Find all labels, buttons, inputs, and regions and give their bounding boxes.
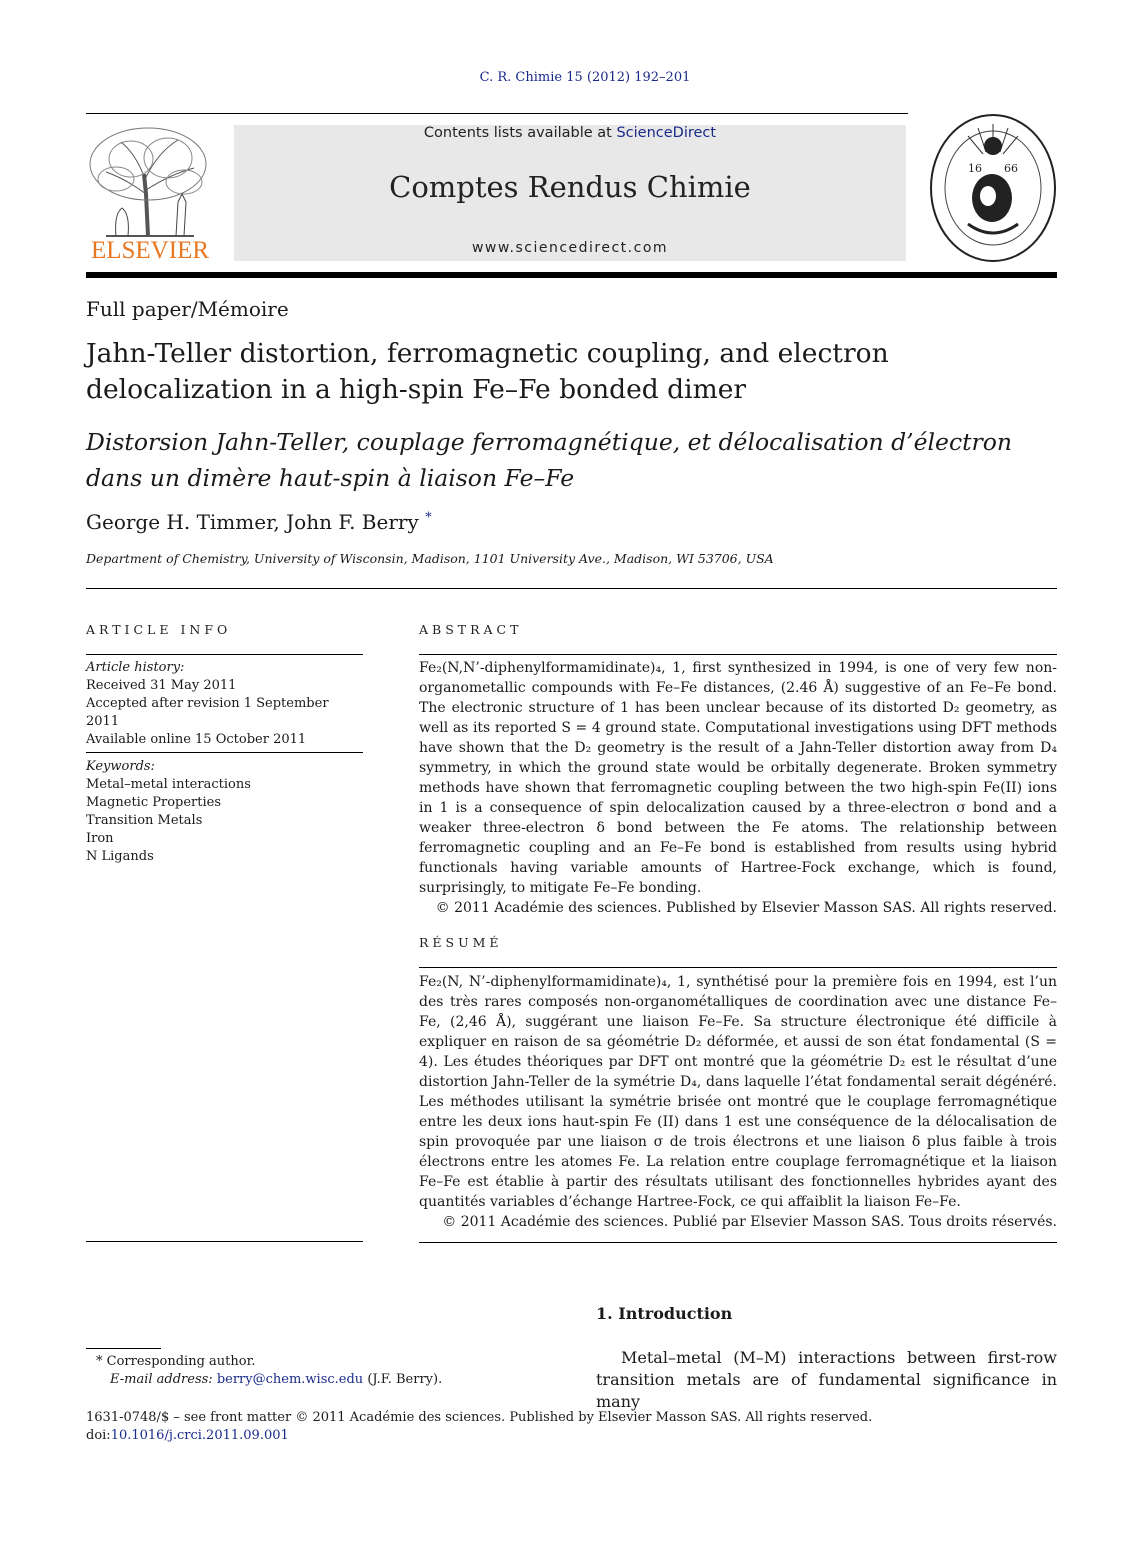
keyword: Transition Metals [86,813,203,828]
resume-rule [419,967,1057,968]
title-french-line-2: dans un dimère haut-spin à liaison Fe–Fe [86,464,575,492]
article-info-heading: ARTICLE INFO [86,622,232,637]
footnote [86,1353,442,1389]
footnote-corresponding [86,1353,442,1371]
keywords-block [86,758,363,866]
email-suffix: (J.F. Berry). [367,1372,443,1387]
issn-line: 1631-0748/$ – see front matter © 2011 Académie des sciences. Published by Elsevier Masson SAS. All rights reserved. [86,1410,873,1425]
title-english-line-2: delocalization in a high-spin Fe–Fe bonded dimer [86,374,747,405]
keyword: Metal–metal interactions [86,777,251,792]
abstract-text: Fe₂(N,N’-diphenylformamidinate)₄, 1, first synthesized in 1994, is one of very few non-organometallic compounds with Fe–Fe distances, (2.46 Å) suggestive of an Fe–Fe bond. The electronic structure of 1 has been unclear because of its distorted D₂ geometry, as well as its reported S = 4 ground state. Computational investigations using DFT methods have shown that the D₂ geometry is the result of a Jahn-Teller distortion away from D₄ symmetry, in which the ground state would be orbitally degenerate. Broken symmetry methods have shown that ferromagnetic coupling between the two high-spin Fe(II) ions in 1 is a consequence of spin delocalization caused by a three-electron σ bond and a weaker three-electron δ bond between the Fe atoms. The relationship between ferromagnetic coupling and an Fe–Fe bond is established from results using hybrid functionals having variable amounts of Hartree-Fock exchange, which is found, surprisingly, to mitigate Fe–Fe bonding. [419,660,1057,896]
article-info-rule [86,654,363,655]
svg-text:66: 66 [1004,162,1018,175]
title-english [86,336,1046,408]
resume-heading: RÉSUMÉ [419,935,503,950]
abstract-body [419,658,1057,918]
article-info-end-rule [86,1241,363,1242]
abstract-copyright: © 2011 Académie des sciences. Published by Elsevier Masson SAS. All rights reserved. [435,900,1057,916]
journal-citation: C. R. Chimie 15 (2012) 192–201 [479,70,691,85]
doi-line [86,1427,872,1445]
title-french-line-1: Distorsion Jahn-Teller, couplage ferromagnétique, et délocalisation d’électron [86,428,1013,456]
article-history [86,659,363,749]
footnote-rule [86,1348,161,1349]
title-french [86,424,1046,496]
resume-body [419,972,1057,1232]
history-label: Article history: [86,660,185,675]
journal-url[interactable]: www.sciencedirect.com [471,240,669,256]
footnote-mark: * [96,1354,103,1369]
affiliation: Department of Chemistry, University of Wisconsin, Madison, 1101 University Ave., Madison, WI 53706, USA [86,551,774,566]
footnote-email-line [86,1371,442,1389]
authors [86,510,432,534]
header-thick-rule [86,272,1057,278]
contents-line [234,125,906,141]
abstract-heading: ABSTRACT [419,622,523,637]
svg-text:16: 16 [968,162,982,175]
sciencedirect-link[interactable]: ScienceDirect [616,125,717,141]
email-label: E-mail address: [110,1372,213,1387]
resume-end-rule [419,1242,1057,1243]
received-date: Received 31 May 2011 [86,678,237,693]
section-rule [86,588,1057,589]
doi-link[interactable]: 10.1016/j.crci.2011.09.001 [110,1428,289,1443]
resume-copyright: © 2011 Académie des sciences. Publié par Elsevier Masson SAS. Tous droits réservés. [442,1214,1057,1230]
keyword: N Ligands [86,849,154,864]
author-names: George H. Timmer, John F. Berry [86,510,419,534]
introduction-text: Metal–metal (M–M) interactions between first-row transition metals are of fundamental significance in many [596,1348,1057,1411]
academie-seal-logo [928,112,1058,264]
corresponding-author-mark[interactable]: * [425,510,432,526]
accepted-date: Accepted after revision 1 September 2011 [86,696,329,729]
abstract-rule [419,654,1057,655]
online-date: Available online 15 October 2011 [86,732,307,747]
email-link[interactable]: berry@chem.wisc.edu [216,1372,364,1387]
keyword: Iron [86,831,114,846]
bottom-meta [86,1409,872,1445]
introduction-heading: 1. Introduction [596,1304,733,1323]
article-type: Full paper/Mémoire [86,297,289,321]
title-english-line-1: Jahn-Teller distortion, ferromagnetic coupling, and electron [86,338,889,369]
keywords-label: Keywords: [86,759,155,774]
contents-prefix: Contents lists available at [423,125,617,141]
footnote-label: Corresponding author. [106,1354,256,1369]
header-rule [86,113,908,114]
journal-title: Comptes Rendus Chimie [389,170,751,204]
keyword: Magnetic Properties [86,795,222,810]
elsevier-logo [86,124,214,264]
elsevier-wordmark: ELSEVIER [90,237,210,264]
resume-text: Fe₂(N, N’-diphenylformamidinate)₄, 1, synthétisé pour la première fois en 1994, est l’un des très rares composés non-organométalliques de coordination avec une distance Fe–Fe, (2,46 Å), suggérant une liaison Fe–Fe. Sa structure électronique été difficile à expliquer en raison de sa géométrie D₂ déformée, et aussi de son état fondamental (S = 4). Les études théoriques par DFT ont montré que la géométrie D₂ est le résultat d’une distortion Jahn-Teller de la symétrie D₄, dans laquelle l’état fondamental serait dégénéré. Les méthodes utilisant la symétrie brisée ont montré que le couplage ferromagnétique entre les deux ions haut-spin Fe (II) dans 1 est une conséquence de la délocalisation de spin provoquée par une liaison σ de trois électrons et une liaison δ plus faible à trois électrons entre les atomes Fe. La relation entre couplage ferromagnétique et la liaison Fe–Fe est établie à partir des résultats utilisant des fonctionnelles hybrides ayant des quantités variables d’échange Hartree-Fock, ce qui affaiblit la liaison Fe–Fe. [419,974,1057,1210]
doi-prefix: doi: [86,1428,111,1443]
keywords-rule [86,752,363,753]
